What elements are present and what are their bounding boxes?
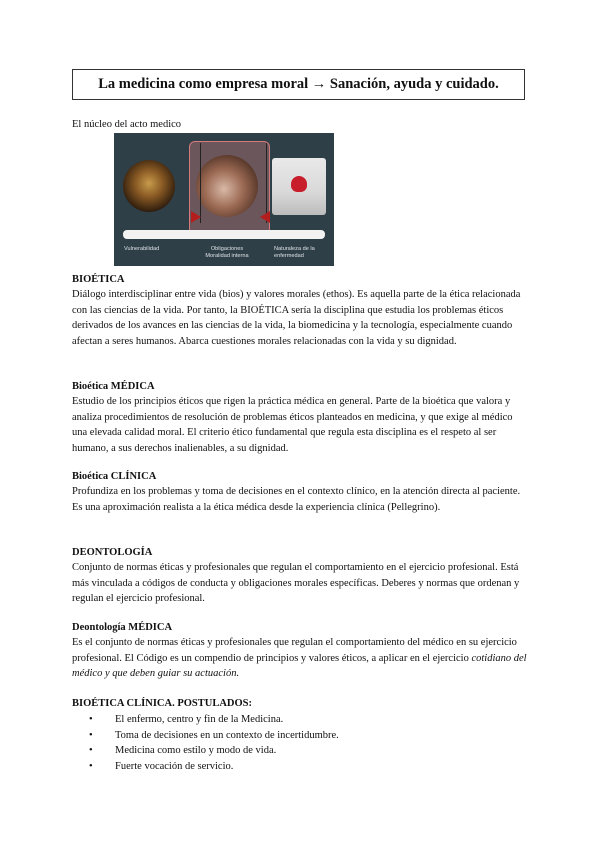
section-postulados (72, 696, 527, 774)
figure-caption: El núcleo del acto medico (72, 119, 182, 130)
section-text: Diálogo interdisciplinar entre vida (bios) y valores morales (ethos). Es aquella parte de la ética relacionada con las ciencias de la vida. Por tanto, la BIOÉTICA sería la disciplina que estudia los problemas éticos derivados de los avances en las ciencias de la vida, la biomedicina y la tecnología, especialmente cuando afectan a seres humanos. Abarca cuestiones morales relacionadas con la vida y su dignidad. (72, 289, 521, 347)
label-naturaleza: Naturaleza de la enfermedad (274, 246, 315, 259)
label-vulnerabilidad: Vulnerabilidad (124, 246, 160, 252)
section-text: Profundiza en los problemas y toma de decisiones en el contexto clínico, en la atención directa al paciente. Es una aproximación realista a la ética médica desde la experiencia clínica (Pellegrino). (72, 486, 521, 513)
list-item: • Medicina como estilo y modo de vida. (72, 743, 527, 759)
section-deontologia (72, 545, 527, 607)
list-item: • El enfermo, centro y fin de la Medicina. (72, 712, 527, 728)
document-title: La medicina como empresa moral → Sanación, ayuda y cuidado. (98, 76, 499, 92)
doctor-patient-photo (196, 155, 258, 217)
label-obligaciones: Obligaciones Moralidad interna (205, 246, 249, 259)
figure-bar (123, 230, 325, 239)
section-heading: BIOÉTICA CLÍNICA. POSTULADOS: (72, 698, 252, 709)
section-heading: Bioética MÉDICA (72, 381, 155, 392)
section-bioetica (72, 272, 527, 349)
section-heading: BIOÉTICA (72, 274, 125, 285)
heart-icon (291, 176, 307, 192)
postulados-list (72, 712, 527, 774)
list-item: • Toma de decisiones en un contexto de incertidumbre. (72, 728, 527, 744)
section-heading: Bioética CLÍNICA (72, 471, 157, 482)
acto-medico-figure (114, 133, 334, 266)
arrow-right-icon (191, 211, 201, 223)
arrow-left-icon (260, 211, 270, 223)
patient-photo (123, 160, 175, 212)
section-text: Estudio de los principios éticos que rigen la práctica médica en general. Parte de la bioética que valora y analiza procedimientos de resolución de problemas éticos planteados en medicina, y que exige al médico una elevada calidad moral. El criterio ético fundamental que regula esta disciplina es el respeto al ser humano, a sus derechos inalienables, a su dignidad. (72, 396, 513, 454)
section-deontologia-medica (72, 620, 527, 682)
section-bioetica-clinica (72, 469, 527, 515)
section-text: Conjunto de normas éticas y profesionales que regulan el comportamiento en el ejercicio profesional. Está más vinculada a códigos de conducta y obligaciones morales específicas. Deberes y normas que ordenan y regulan el ejercicio profesional. (72, 562, 520, 605)
section-heading: DEONTOLOGÍA (72, 547, 153, 558)
section-bioetica-medica (72, 379, 527, 456)
document-title-box (72, 69, 525, 100)
section-text: Es el conjunto de normas éticas y profesionales que regulan el comportamiento del médico en su ejercicio profesional. El Código es un compendio de principios y valores éticos, a aplicar en el ejercicio cotidiano del médico y que deben guiar su actuación. (72, 637, 527, 680)
section-heading: Deontología MÉDICA (72, 622, 173, 633)
list-item: • Fuerte vocación de servicio. (72, 759, 527, 775)
